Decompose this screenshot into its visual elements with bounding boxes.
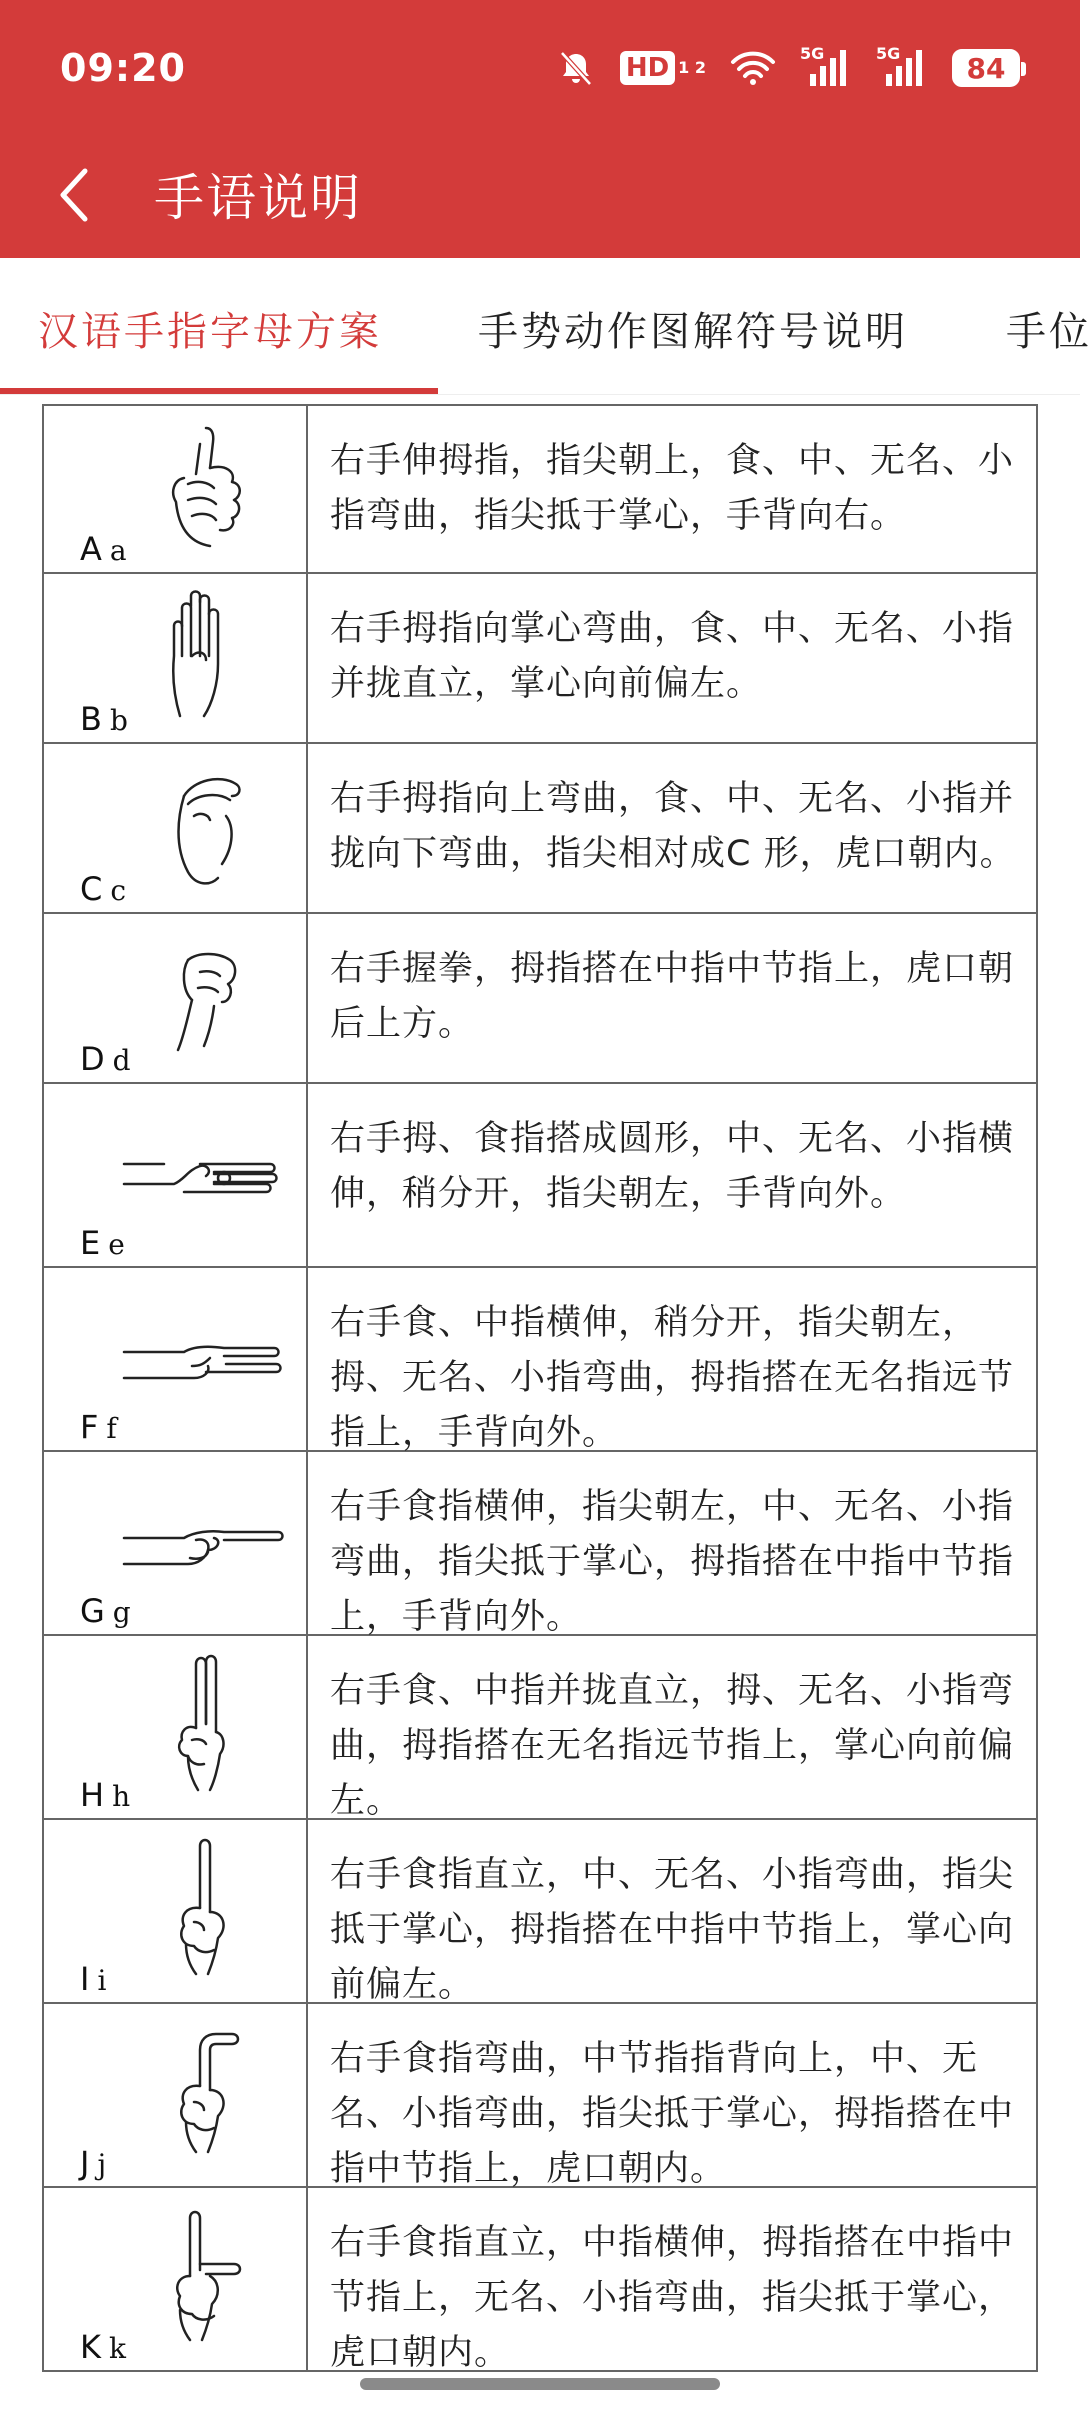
bell-off-icon	[556, 48, 596, 88]
signal-5g-icon-2: 5G	[876, 48, 928, 88]
alphabet-table	[42, 404, 1038, 2373]
description-cell: 右手拇、食指搭成圆形，中、无名、小指横伸，稍分开，指尖朝左，手背向外。	[330, 1119, 1015, 1214]
description-cell: 右手拇指向上弯曲，食、中、无名、小指并拢向下弯曲，指尖相对成C 形，虎口朝内。	[330, 779, 1016, 874]
table-row	[42, 744, 1038, 914]
letter-label: B b	[80, 700, 128, 738]
description-cell: 右手食、中指横伸，稍分开，指尖朝左，拇、无名、小指弯曲，拇指搭在无名指远节指上，手背向外。	[330, 1303, 1015, 1453]
table-row	[42, 1268, 1038, 1452]
hand-cell	[44, 1636, 308, 1818]
wifi-icon	[730, 50, 776, 86]
back-button[interactable]	[40, 160, 110, 230]
letter-label: G g	[80, 1592, 131, 1630]
hand-sign-g-icon	[114, 1492, 294, 1592]
letter-label: I i	[80, 1960, 107, 1998]
letter-label: A a	[80, 530, 127, 568]
description-cell: 右手食指直立，中指横伸，拇指搭在中指中节指上，无名、小指弯曲，指尖抵于掌心，虎口朝内。	[330, 2223, 1015, 2373]
tab-bar	[0, 258, 1092, 395]
letter-label: K k	[80, 2328, 126, 2366]
letter-label: H h	[80, 1776, 131, 1814]
page-title: 手语说明	[154, 169, 362, 227]
letter-label: E e	[80, 1224, 125, 1262]
description-cell: 右手食指直立，中、无名、小指弯曲，指尖抵于掌心，拇指搭在中指中节指上，掌心向前偏左。	[330, 1855, 1015, 2005]
hand-cell	[44, 2004, 308, 2186]
hand-sign-c-icon	[144, 756, 264, 906]
hand-cell	[44, 1452, 308, 1634]
description-cell: 右手食指弯曲，中节指指背向上，中、无名、小指弯曲，指尖抵于掌心，拇指搭在中指中节指上，虎口朝内。	[330, 2039, 1015, 2189]
tab-hand-position[interactable]: 手位	[1006, 309, 1092, 355]
hand-cell	[44, 574, 308, 742]
hand-sign-b-icon	[144, 586, 264, 736]
hand-cell	[44, 1084, 308, 1266]
hand-cell	[44, 914, 308, 1082]
table-row	[42, 1820, 1038, 2004]
description-cell: 右手伸拇指，指尖朝上，食、中、无名、小指弯曲，指尖抵于掌心，手背向右。	[330, 441, 1015, 536]
home-indicator[interactable]	[360, 2378, 720, 2390]
description-cell: 右手食指横伸，指尖朝左，中、无名、小指弯曲，指尖抵于掌心，拇指搭在中指中节指上，手背向外。	[330, 1487, 1015, 1637]
hand-sign-f-icon	[114, 1308, 294, 1408]
letter-label: D d	[80, 1040, 131, 1078]
table-row	[42, 404, 1038, 574]
letter-label: C c	[80, 870, 127, 908]
table-row	[42, 1452, 1038, 1636]
hand-cell	[44, 744, 308, 912]
table-row	[42, 2188, 1038, 2372]
hand-sign-h-icon	[144, 1648, 264, 1798]
description-cell: 右手拇指向掌心弯曲，食、中、无名、小指并拢直立，掌心向前偏左。	[330, 609, 1015, 704]
hand-sign-i-icon	[144, 1832, 264, 1982]
signal-5g-icon-1: 5G	[800, 48, 852, 88]
hand-cell	[44, 406, 308, 572]
hand-cell	[44, 1268, 308, 1450]
chevron-left-icon	[55, 167, 95, 223]
active-tab-indicator	[0, 388, 438, 394]
hd-volte-icon: HD 1 2	[620, 51, 706, 85]
hand-sign-e-icon	[114, 1124, 294, 1224]
hand-sign-d-icon	[144, 926, 264, 1076]
tab-finger-alphabet[interactable]: 汉语手指字母方案	[38, 309, 382, 355]
status-time: 09:20	[60, 46, 186, 90]
description-cell: 右手握拳，拇指搭在中指中节指上，虎口朝后上方。	[330, 949, 1015, 1044]
table-row	[42, 914, 1038, 1084]
table-row	[42, 574, 1038, 744]
table-row	[42, 1636, 1038, 1820]
hand-sign-j-icon	[144, 2016, 264, 2166]
hand-sign-a-icon	[144, 418, 264, 568]
description-cell: 右手食、中指并拢直立，拇、无名、小指弯曲，拇指搭在无名指远节指上，掌心向前偏左。	[330, 1671, 1015, 1821]
status-bar	[0, 0, 1080, 140]
nav-bar	[0, 140, 1080, 258]
status-icons	[556, 40, 1020, 96]
hand-cell	[44, 2188, 308, 2370]
hand-cell	[44, 1820, 308, 2002]
battery-icon: 84	[952, 49, 1020, 87]
app-header	[0, 0, 1080, 258]
letter-label: J j	[80, 2144, 107, 2182]
table-row	[42, 2004, 1038, 2188]
hd-sub-label: 1 2	[678, 58, 706, 77]
tab-gesture-symbols[interactable]: 手势动作图解符号说明	[478, 309, 908, 355]
hand-sign-k-icon	[144, 2200, 264, 2350]
table-row	[42, 1084, 1038, 1268]
letter-label: F f	[80, 1408, 117, 1446]
